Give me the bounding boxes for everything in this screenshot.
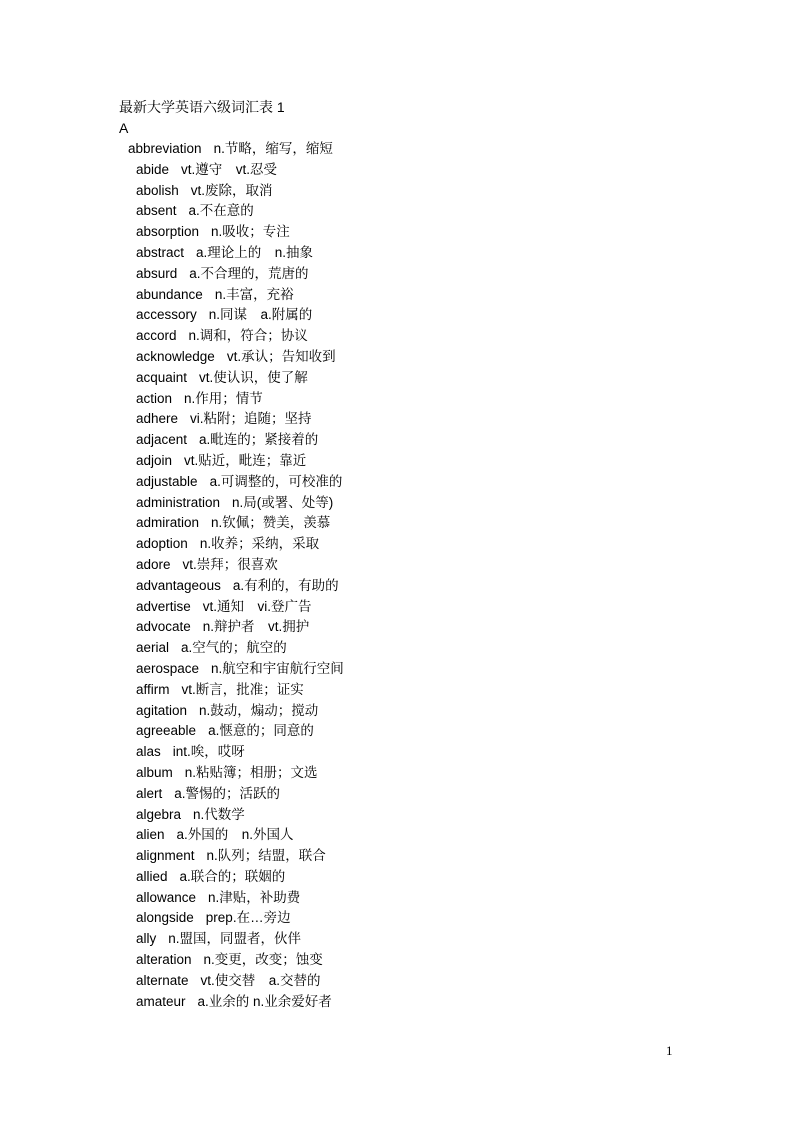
entry-word: adjoin — [136, 452, 173, 468]
entry-word: abide — [136, 161, 170, 177]
entry-definition: vt.使认识，使了解 — [199, 369, 308, 385]
vocabulary-entry — [0, 534, 794, 555]
entry-definition: n.收养；采纳，采取 — [199, 536, 320, 552]
vocabulary-entry — [0, 555, 794, 576]
entry-word: accessory — [136, 307, 197, 323]
entry-definition: a.不在意的 — [188, 203, 254, 219]
vocabulary-entry — [0, 285, 794, 306]
entry-definition: a.不合理的，荒唐的 — [189, 265, 309, 281]
entry-word: absent — [136, 203, 177, 219]
entry-definition: n.队列；结盟，联合 — [206, 848, 326, 864]
entry-word: alternate — [136, 972, 189, 988]
entry-word: alert — [136, 785, 163, 801]
entry-definition: n.粘贴簿；相册；文选 — [184, 764, 318, 780]
entry-definition: n.变更，改变；蚀变 — [203, 952, 323, 968]
vocabulary-entry — [0, 368, 794, 389]
entry-definition: n.同谋 a.附属的 — [208, 307, 313, 323]
vocabulary-entry — [0, 430, 794, 451]
vocabulary-entry — [0, 742, 794, 763]
entry-definition: n.代数学 — [193, 806, 245, 822]
entry-definition: n.津贴，补助费 — [208, 889, 301, 905]
vocabulary-entry — [0, 721, 794, 742]
entry-word: allowance — [136, 889, 197, 905]
entry-definition: n.鼓动，煽动；搅动 — [199, 702, 319, 718]
vocabulary-entry — [0, 638, 794, 659]
entry-word: alien — [136, 827, 165, 843]
entry-definition: n.吸收；专注 — [211, 224, 290, 240]
entry-word: advantageous — [136, 577, 221, 593]
entry-definition: n.航空和宇宙航行空间 — [211, 660, 344, 676]
entry-definition: n.丰富，充裕 — [214, 286, 294, 302]
vocabulary-entry — [0, 472, 794, 493]
entry-word: admiration — [136, 515, 200, 531]
vocabulary-entry — [0, 784, 794, 805]
entry-definition: prep.在…旁边 — [205, 910, 291, 926]
vocabulary-entry — [0, 451, 794, 472]
entry-word: advocate — [136, 619, 191, 635]
vocabulary-entry — [0, 243, 794, 264]
entry-definition: vt.承认；告知收到 — [226, 348, 336, 364]
entry-definition: n.调和，符合；协议 — [188, 328, 308, 344]
entry-word: abolish — [136, 182, 179, 198]
entry-word: alongside — [136, 910, 194, 926]
vocabulary-entry — [0, 347, 794, 368]
entry-definition: a.理论上的 n.抽象 — [196, 244, 314, 260]
entry-definition: vt.使交替 a.交替的 — [200, 972, 321, 988]
vocabulary-entry — [0, 617, 794, 638]
vocabulary-entry — [0, 950, 794, 971]
entry-word: acknowledge — [136, 348, 215, 364]
vocabulary-entry — [0, 888, 794, 909]
vocabulary-entry — [0, 597, 794, 618]
vocabulary-entry — [0, 576, 794, 597]
vocabulary-entry — [0, 992, 794, 1013]
entry-word: advertise — [136, 598, 191, 614]
entry-definition: vt.崇拜；很喜欢 — [182, 556, 278, 572]
page-number: 1 — [666, 1043, 673, 1058]
entry-word: adjustable — [136, 473, 198, 489]
entry-word: algebra — [136, 806, 182, 822]
vocabulary-entry — [0, 409, 794, 430]
vocabulary-entry — [0, 305, 794, 326]
vocabulary-entry — [0, 908, 794, 929]
entry-word: ally — [136, 931, 157, 947]
entry-word: alignment — [136, 848, 195, 864]
entry-word: absurd — [136, 265, 178, 281]
entry-definition: a.惬意的；同意的 — [208, 723, 314, 739]
entry-word: abbreviation — [128, 141, 202, 156]
entry-word: absorption — [136, 224, 200, 240]
entry-definition: vi.粘附；追随；坚持 — [190, 411, 312, 427]
entry-definition: a.有利的，有助的 — [232, 577, 339, 593]
vocabulary-entry — [0, 680, 794, 701]
entry-definition: a.联合的；联姻的 — [179, 868, 286, 884]
vocabulary-entry — [0, 929, 794, 950]
entry-word: affirm — [136, 681, 170, 697]
entry-word: adjacent — [136, 432, 188, 448]
entry-definition: a.空气的；航空的 — [181, 640, 287, 656]
vocabulary-entry — [0, 971, 794, 992]
entry-word: adoption — [136, 536, 188, 552]
vocabulary-entry — [0, 867, 794, 888]
entry-definition: a.业余的 n.业余爱好者 — [197, 993, 332, 1009]
entry-definition: a.外国的 n.外国人 — [176, 827, 294, 843]
entry-word: agreeable — [136, 723, 197, 739]
entry-definition: n.盟国，同盟者，伙伴 — [168, 931, 302, 947]
entry-definition: n.局(或署、处等) — [232, 494, 334, 510]
entry-word: allied — [136, 868, 168, 884]
vocabulary-entry — [0, 825, 794, 846]
vocabulary-entry — [0, 701, 794, 722]
vocabulary-entry — [0, 201, 794, 222]
entry-definition: n.钦佩；赞美，羡慕 — [211, 515, 331, 531]
entry-definition: vt.贴近，毗连；靠近 — [184, 452, 307, 468]
vocabulary-entry — [0, 181, 794, 202]
vocabulary-list — [0, 139, 794, 1012]
vocabulary-entry — [0, 805, 794, 826]
entry-word: adhere — [136, 411, 179, 427]
vocabulary-entry — [0, 513, 794, 534]
entry-definition: n.辩护者 vt.拥护 — [202, 619, 310, 635]
entry-word: adore — [136, 556, 171, 572]
entry-definition: int.唉，哎呀 — [172, 744, 245, 760]
entry-word: agitation — [136, 702, 188, 718]
entry-word: aerial — [136, 640, 170, 656]
entry-definition: n.节略，缩写，缩短 — [213, 141, 333, 156]
entry-word: aerospace — [136, 660, 200, 676]
entry-word: action — [136, 390, 173, 406]
entry-definition: a.毗连的；紧接着的 — [199, 432, 319, 448]
entry-definition: vt.通知 vi.登广告 — [202, 598, 312, 614]
entry-word: abundance — [136, 286, 203, 302]
section-letter: A — [119, 120, 129, 136]
vocabulary-entry — [0, 160, 794, 181]
vocabulary-entry — [0, 222, 794, 243]
vocabulary-entry — [0, 264, 794, 285]
entry-word: alas — [136, 744, 161, 760]
document-title: 最新大学英语六级词汇表 1 — [119, 99, 285, 115]
vocabulary-entry — [0, 493, 794, 514]
vocabulary-entry — [0, 659, 794, 680]
vocabulary-entry — [0, 389, 794, 410]
entry-definition: a.警惕的；活跃的 — [174, 785, 281, 801]
entry-word: acquaint — [136, 369, 188, 385]
entry-definition: a.可调整的，可校准的 — [209, 473, 343, 489]
entry-word: album — [136, 764, 173, 780]
vocabulary-entry — [0, 139, 794, 160]
vocabulary-entry — [0, 846, 794, 867]
entry-definition: vt.废除，取消 — [190, 182, 273, 198]
entry-definition: vt.遵守 vt.忍受 — [181, 161, 278, 177]
entry-word: amateur — [136, 993, 186, 1009]
entry-word: accord — [136, 328, 177, 344]
entry-word: administration — [136, 494, 221, 510]
entry-definition: n.作用；情节 — [184, 390, 263, 406]
entry-definition: vt.断言，批准；证实 — [181, 681, 304, 697]
entry-word: alteration — [136, 952, 192, 968]
entry-word: abstract — [136, 244, 185, 260]
vocabulary-entry — [0, 763, 794, 784]
vocabulary-entry — [0, 326, 794, 347]
